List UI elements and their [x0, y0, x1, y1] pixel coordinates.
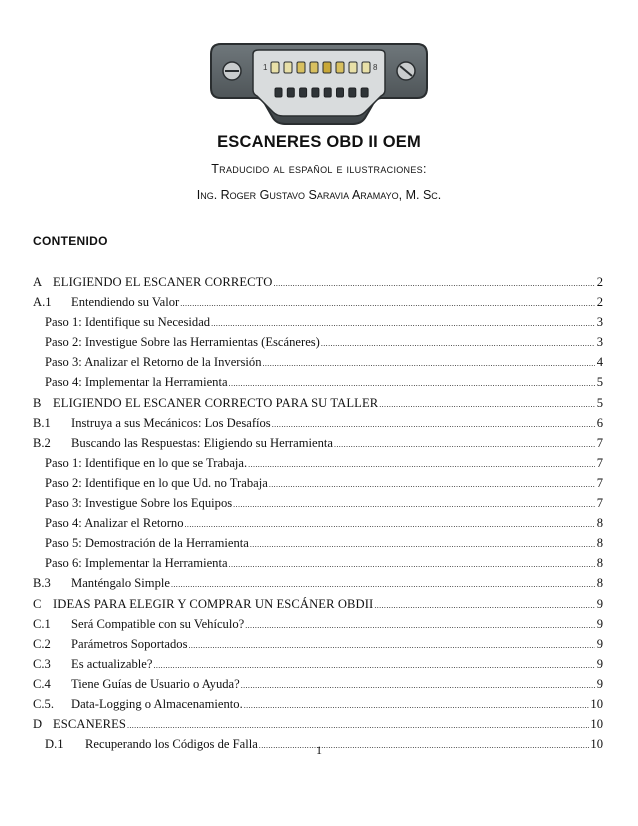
toc-entry-page: 3 — [596, 335, 603, 350]
toc-dot-leader — [211, 314, 595, 334]
toc-heading: CONTENIDO — [33, 234, 108, 248]
toc-entry[interactable] — [33, 614, 603, 634]
toc-entry[interactable] — [33, 332, 603, 352]
toc-entry-title: Buscando las Respuestas: Eligiendo su Herramienta — [71, 435, 333, 450]
toc-entry[interactable] — [33, 513, 603, 533]
toc-entry-page: 9 — [596, 656, 603, 671]
toc-entry[interactable] — [33, 272, 603, 292]
toc-entry-title: ESCANERES — [53, 717, 126, 732]
toc-dot-leader — [263, 354, 596, 374]
toc-entry-number: A.1 — [33, 295, 52, 310]
toc-dot-leader — [233, 495, 595, 515]
connector-pin-bottom — [337, 88, 344, 97]
toc-entry-title: Paso 2: Investigue Sobre las Herramientas (Escáneres) — [45, 335, 320, 350]
toc-entry-title: Paso 1: Identifique en lo que se Trabaja. — [45, 455, 248, 470]
toc-dot-leader — [171, 575, 595, 595]
toc-entry-number: C.1 — [33, 616, 51, 631]
author-name-line: Ing. Roger Gustavo Saravia Aramayo, M. Sc. — [196, 188, 442, 202]
toc-entry-title: Paso 4: Implementar la Herramienta — [45, 375, 228, 390]
connector-pin-bottom — [349, 88, 356, 97]
toc-entry[interactable] — [33, 714, 603, 734]
connector-pin-bottom — [312, 88, 319, 97]
toc-entry-page: 8 — [596, 556, 603, 571]
toc-entry-page: 10 — [590, 737, 603, 752]
toc-entry-title: Instruya a sus Mecánicos: Los Desafíos — [71, 415, 271, 430]
toc-entry[interactable] — [33, 674, 603, 694]
toc-entry[interactable] — [33, 312, 603, 332]
toc-entry-number: C.3 — [33, 656, 51, 671]
toc-entry-page: 7 — [596, 455, 603, 470]
toc-entry-title: Manténgalo Simple — [71, 576, 170, 591]
toc-entry-number: A — [33, 275, 43, 289]
toc-entry-page: 10 — [590, 696, 603, 711]
toc-entry-page: 8 — [596, 516, 603, 531]
obd2-connector-icon — [205, 40, 433, 126]
connector-pin-bottom — [287, 88, 294, 97]
connector-pin-top — [284, 62, 292, 73]
toc-dot-leader — [185, 515, 595, 535]
toc-dot-leader — [188, 636, 595, 656]
toc-entry-number: C — [33, 596, 42, 611]
toc-entry[interactable] — [33, 393, 603, 413]
connector-pin-top — [297, 62, 305, 73]
toc-entry[interactable] — [33, 573, 603, 593]
toc-entry-page: 9 — [596, 616, 603, 631]
toc-entry-title: Paso 1: Identifique su Necesidad — [45, 315, 211, 330]
toc-entry-title: Es actualizable? — [71, 656, 153, 671]
toc-entry-page: 5 — [596, 395, 603, 410]
toc-entry-number: D.1 — [45, 737, 64, 752]
toc-entry-page: 6 — [596, 415, 603, 430]
toc-entry-number: B.3 — [33, 576, 51, 591]
toc-entry[interactable] — [33, 292, 603, 312]
toc-entry-title: Tiene Guías de Usuario o Ayuda? — [71, 676, 240, 691]
toc-entry-page: 7 — [596, 475, 603, 490]
toc-dot-leader — [241, 676, 595, 696]
toc-entry-number: C.5. — [33, 696, 54, 711]
toc-entry-page: 9 — [596, 636, 603, 651]
toc-entry[interactable] — [33, 533, 603, 553]
toc-entry-number: B.2 — [33, 435, 51, 450]
toc-entry-title: Paso 2: Identifique en lo que Ud. no Trabaja — [45, 475, 268, 490]
toc-entry-title: Paso 4: Analizar el Retorno — [45, 516, 184, 531]
toc-entry-page: 2 — [596, 295, 603, 310]
toc-entry-title: Data-Logging o Almacenamiento. — [71, 696, 243, 711]
connector-pin-top — [336, 62, 344, 73]
toc-dot-leader — [180, 294, 595, 314]
toc-entry-title: IDEAS PARA ELEGIR Y COMPRAR UN ESCÁNER OBDII — [53, 596, 374, 611]
toc-entry[interactable] — [33, 553, 603, 573]
toc-entry-title: Recuperando los Códigos de Falla — [85, 737, 258, 752]
connector-pin-top — [323, 62, 331, 73]
toc-entry-page: 3 — [596, 315, 603, 330]
toc-dot-leader — [229, 555, 595, 575]
toc-entry-number: C.2 — [33, 636, 51, 651]
toc-dot-leader — [153, 656, 595, 676]
toc-dot-leader — [273, 274, 595, 294]
toc-entry[interactable] — [33, 694, 603, 714]
toc-dot-leader — [269, 475, 595, 495]
toc-entry-page: 4 — [596, 355, 603, 370]
connector-pin-top — [310, 62, 318, 73]
connector-pin-bottom — [275, 88, 282, 97]
toc-entry-number: B — [33, 395, 42, 410]
toc-entry-page: 7 — [596, 435, 603, 450]
toc-entry-page: 8 — [596, 536, 603, 551]
toc-entry-number: C.4 — [33, 676, 51, 691]
connector-pin-top — [362, 62, 370, 73]
toc-entry-title: Parámetros Soportados — [71, 636, 188, 651]
toc-entry-title: ELIGIENDO EL ESCANER CORRECTO — [53, 275, 273, 289]
page-number: 1 — [316, 743, 322, 757]
connector-pin-top — [349, 62, 357, 73]
connector-pin-bottom — [361, 88, 368, 97]
connector-pin-bottom — [300, 88, 307, 97]
pin-label-left: 1 — [263, 63, 268, 72]
toc-entry[interactable] — [33, 352, 603, 372]
toc-dot-leader — [334, 435, 595, 455]
translator-credit-line: Traducido al español e ilustraciones: — [211, 162, 427, 176]
toc-entry[interactable] — [33, 654, 603, 674]
toc-entry[interactable] — [33, 634, 603, 654]
toc-entry[interactable] — [33, 372, 603, 392]
toc-entry-page: 2 — [596, 275, 603, 289]
toc-entry-page: 8 — [596, 576, 603, 591]
toc-entry[interactable] — [33, 453, 603, 473]
toc-dot-leader — [374, 596, 595, 616]
toc-entry-page: 5 — [596, 375, 603, 390]
table-of-contents — [33, 272, 603, 754]
toc-entry-title: Paso 6: Implementar la Herramienta — [45, 556, 228, 571]
toc-entry-title: Paso 3: Investigue Sobre los Equipos — [45, 496, 233, 511]
toc-entry-page: 7 — [596, 496, 603, 511]
pin-label-right: 8 — [373, 63, 378, 72]
toc-entry-number: B.1 — [33, 415, 51, 430]
toc-entry[interactable] — [33, 473, 603, 493]
toc-entry-title: ELIGIENDO EL ESCANER CORRECTO PARA SU TALLER — [53, 395, 379, 410]
toc-entry-title: Paso 3: Analizar el Retorno de la Inversión — [45, 355, 262, 370]
toc-entry-title: Será Compatible con su Vehículo? — [71, 616, 245, 631]
toc-dot-leader — [127, 716, 589, 736]
toc-dot-leader — [244, 696, 590, 716]
toc-dot-leader — [379, 395, 595, 415]
toc-entry-title: Entendiendo su Valor — [71, 295, 180, 310]
toc-entry[interactable] — [33, 413, 603, 433]
toc-entry[interactable] — [33, 493, 603, 513]
toc-dot-leader — [272, 415, 595, 435]
toc-entry[interactable] — [33, 594, 603, 614]
toc-entry-number: D — [33, 717, 43, 732]
toc-dot-leader — [250, 535, 595, 555]
connector-pin-top — [271, 62, 279, 73]
toc-dot-leader — [321, 334, 595, 354]
toc-entry-page: 9 — [596, 676, 603, 691]
document-title: ESCANERES OBD II OEM — [217, 133, 421, 151]
toc-dot-leader — [229, 374, 595, 394]
toc-entry-page: 10 — [590, 717, 603, 732]
toc-entry-page: 9 — [596, 596, 603, 611]
toc-entry-title: Paso 5: Demostración de la Herramienta — [45, 536, 249, 551]
toc-entry[interactable] — [33, 433, 603, 453]
connector-pin-bottom — [324, 88, 331, 97]
toc-dot-leader — [245, 616, 595, 636]
toc-dot-leader — [248, 455, 595, 475]
